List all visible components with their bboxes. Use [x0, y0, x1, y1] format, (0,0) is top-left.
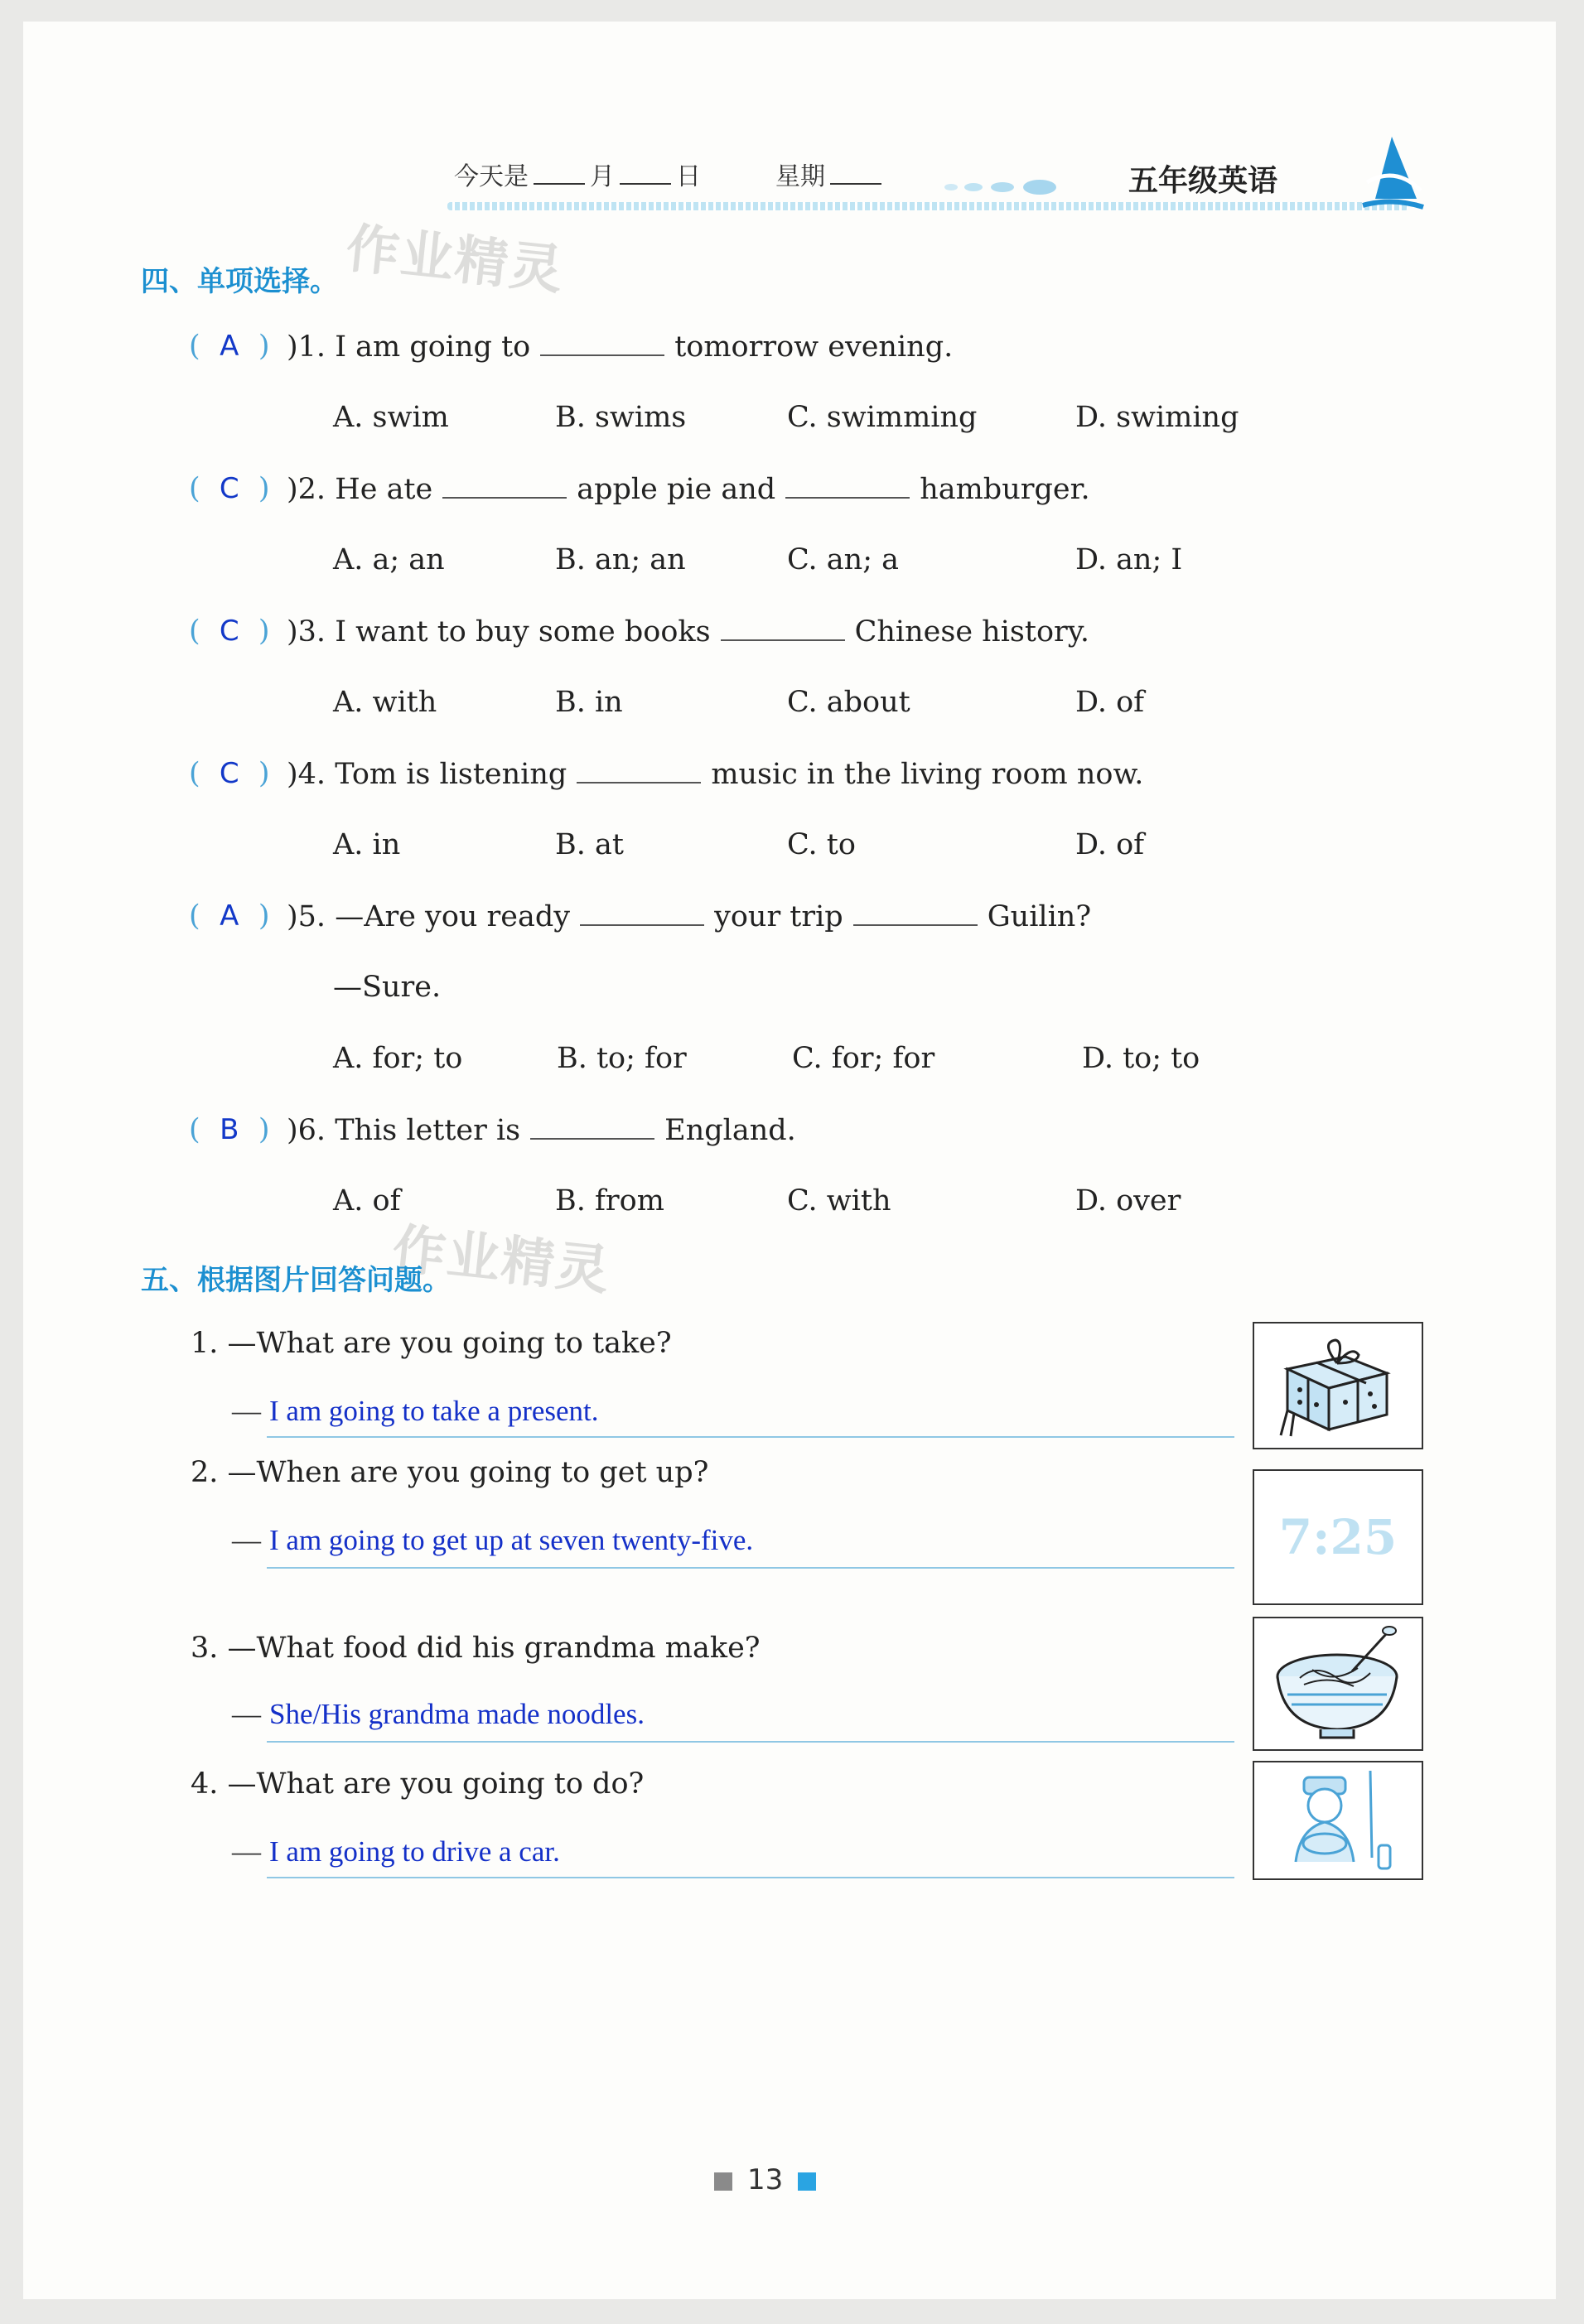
date-label: 今天是: [454, 162, 529, 191]
question-1: )1. I am going to tomorrow evening.: [287, 330, 954, 364]
gift-box-picture: [1253, 1322, 1423, 1449]
page-number: 13: [714, 2163, 816, 2196]
clock-picture: [1253, 1469, 1423, 1605]
section-4-title: 四、单项选择。: [141, 265, 338, 298]
gift-box-icon: [1254, 1324, 1422, 1448]
option: A. swim: [333, 401, 449, 434]
answer-slot: ( A ): [189, 330, 270, 363]
option: B. in: [555, 686, 623, 719]
answer-letter: B: [220, 1113, 239, 1146]
option: B. from: [555, 1184, 664, 1217]
blank: [580, 899, 704, 926]
answer-slot: ( C ): [189, 615, 270, 648]
answer-slot: ( C ): [189, 472, 270, 505]
blank: [577, 757, 701, 784]
option: B. an; an: [555, 543, 686, 576]
option: D. to; to: [1082, 1042, 1200, 1075]
blank: [530, 1113, 654, 1140]
answer-rule: [267, 1567, 1234, 1569]
noodle-bowl-picture: [1253, 1617, 1423, 1751]
day-label: 日: [676, 162, 701, 191]
watermark: 作业精灵: [343, 218, 567, 302]
option: D. swiming: [1075, 401, 1239, 434]
picture-answer-3: — She/His grandma made noodles.: [232, 1698, 645, 1730]
option: A. of: [333, 1184, 401, 1217]
blank: [442, 472, 567, 499]
decorative-dots: [936, 176, 1077, 200]
answer-slot: ( A ): [189, 899, 270, 933]
question-5: )5. —Are you ready your trip Guilin?: [287, 900, 1092, 933]
option: D. of: [1075, 686, 1145, 719]
answer-letter: A: [220, 330, 239, 363]
blank: [853, 899, 978, 926]
answer-slot: ( C ): [189, 757, 270, 790]
driver-picture: [1253, 1761, 1423, 1880]
option: A. in: [333, 828, 401, 861]
watermark: 作业精灵: [389, 1218, 614, 1303]
picture-answer-4: — I am going to drive a car.: [232, 1835, 560, 1868]
option: C. about: [787, 686, 910, 719]
question-2: )2. He ate apple pie and hamburger.: [287, 473, 1090, 506]
blank: [721, 615, 845, 641]
section-5-title: 五、根据图片回答问题。: [141, 1264, 451, 1297]
option: D. an; I: [1075, 543, 1183, 576]
question-6: )6. This letter is England.: [287, 1114, 796, 1147]
option: B. to; for: [557, 1042, 687, 1075]
picture-question-1: 1. —What are you going to take?: [191, 1327, 672, 1360]
picture-question-3: 3. —What food did his grandma make?: [191, 1632, 761, 1665]
driver-icon: [1254, 1762, 1422, 1878]
option: C. for; for: [792, 1042, 935, 1075]
answer-letter: A: [220, 899, 239, 933]
option: C. an; a: [787, 543, 899, 576]
date-line: [454, 156, 886, 192]
answer-letter: C: [219, 472, 239, 505]
month-label: 月: [590, 162, 615, 191]
option: D. over: [1075, 1184, 1181, 1217]
weekday-label: 星期: [775, 162, 825, 191]
sailboat-logo-icon: [1359, 133, 1425, 215]
option: C. to: [787, 828, 856, 861]
blank: [540, 330, 664, 356]
picture-answer-1: — I am going to take a present.: [232, 1395, 599, 1427]
question-3: )3. I want to buy some books Chinese history.: [287, 615, 1089, 649]
option: B. at: [555, 828, 624, 861]
picture-question-2: 2. —When are you going to get up?: [191, 1456, 709, 1489]
option: A. for; to: [333, 1042, 463, 1075]
option: A. a; an: [333, 543, 445, 576]
question-4: )4. Tom is listening music in the living room now.: [287, 758, 1144, 791]
answer-letter: C: [219, 757, 239, 790]
option: C. swimming: [787, 401, 978, 434]
picture-answer-2: — I am going to get up at seven twenty-five.: [232, 1524, 754, 1556]
reply-line: —Sure.: [333, 971, 442, 1004]
option: A. with: [333, 686, 437, 719]
noodle-bowl-icon: [1254, 1618, 1422, 1749]
option: D. of: [1075, 828, 1145, 861]
page-header: [0, 0, 1584, 232]
option: B. swims: [555, 401, 687, 434]
picture-question-4: 4. —What are you going to do?: [191, 1767, 645, 1801]
answer-rule: [267, 1741, 1234, 1743]
blank: [785, 472, 910, 499]
answer-slot: ( B ): [189, 1113, 270, 1146]
answer-rule: [267, 1436, 1234, 1438]
header-rule: [447, 202, 1408, 210]
clock-time: 7:25: [1278, 1509, 1398, 1565]
option: C. with: [787, 1184, 891, 1217]
answer-rule: [267, 1877, 1234, 1878]
book-title: 五年级英语: [1128, 164, 1278, 198]
answer-letter: C: [219, 615, 239, 648]
